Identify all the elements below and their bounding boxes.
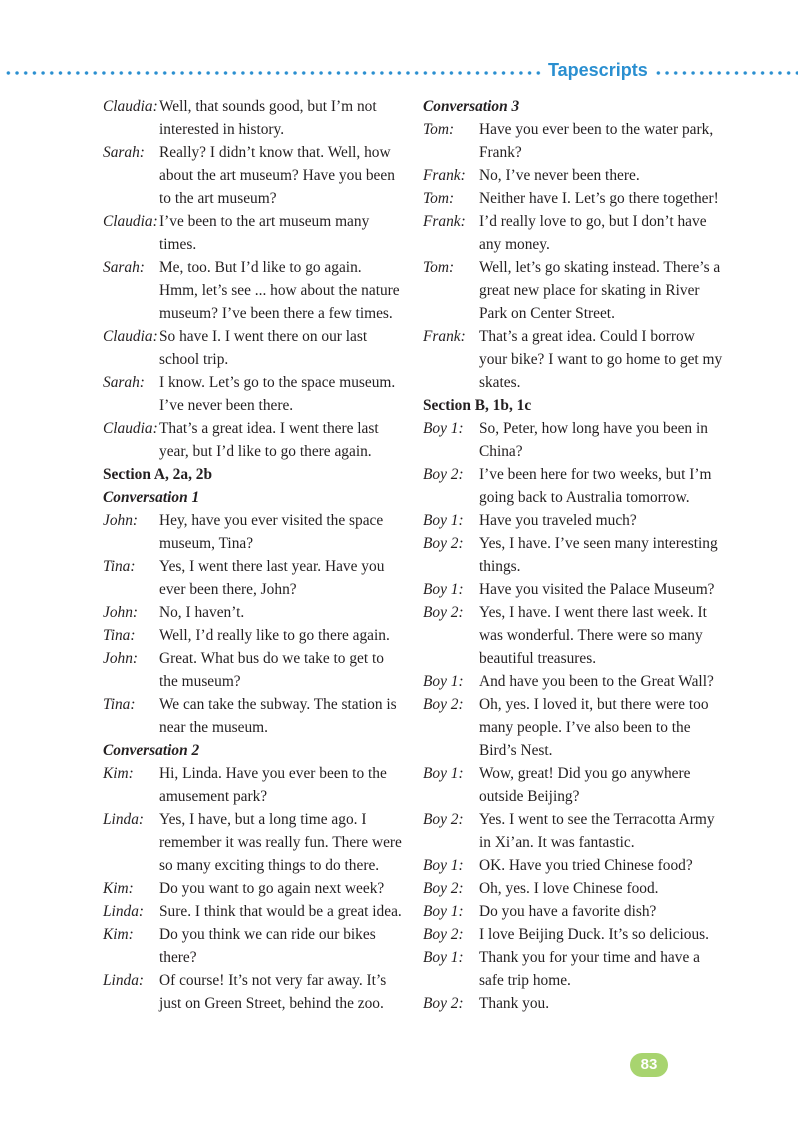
dialogue-line	[103, 969, 403, 1015]
dialogue-text: Well, I’d really like to go there again.	[159, 627, 390, 644]
dialogue-line	[103, 624, 403, 647]
dialogue-line	[423, 509, 723, 532]
speaker-name: Tina:	[103, 558, 136, 575]
speaker-name: Boy 1:	[423, 949, 464, 966]
dialogue-text: Thank you.	[479, 995, 550, 1012]
dialogue-line	[423, 900, 723, 923]
dialogue-text: No, I haven’t.	[159, 604, 245, 621]
speaker-name: Boy 2:	[423, 604, 464, 621]
dialogue-text: Hey, have you ever visited the space museum, Tina?	[159, 512, 384, 552]
speaker-name: Boy 1:	[423, 857, 464, 874]
dialogue-text: That’s a great idea. Could I borrow your bike? I want to go home to get my skates.	[479, 328, 723, 391]
dialogue-text: We can take the subway. The station is near the museum.	[159, 696, 397, 736]
conversation-heading: Conversation 2	[103, 742, 200, 759]
dialogue-text: Yes, I have. I’ve seen many interesting things.	[479, 535, 718, 575]
dialogue-text: Do you want to go again next week?	[159, 880, 385, 897]
page-number: 83	[630, 1053, 668, 1077]
speaker-name: Claudia:	[103, 98, 158, 115]
dialogue-text: Yes, I have, but a long time ago. I remember it was really fun. There were so many exciting things to do there.	[159, 811, 402, 874]
dialogue-text: Well, let’s go skating instead. There’s a great new place for skating in River Park on Center Street.	[479, 259, 721, 322]
dialogue-line	[103, 509, 403, 555]
dialogue-text: Well, that sounds good, but I’m not interested in history.	[159, 98, 377, 138]
speaker-name: Boy 2:	[423, 466, 464, 483]
dialogue-text: Sure. I think that would be a great idea.	[159, 903, 402, 920]
speaker-name: Sarah:	[103, 259, 145, 276]
speaker-name: Tom:	[423, 190, 455, 207]
speaker-name: Boy 2:	[423, 995, 464, 1012]
dialogue-text: Of course! It’s not very far away. It’s just on Green Street, behind the zoo.	[159, 972, 387, 1012]
dialogue-line	[423, 946, 723, 992]
dialogue-text: That’s a great idea. I went there last year, but I’d like to go there again.	[159, 420, 379, 460]
dialogue-text: OK. Have you tried Chinese food?	[479, 857, 693, 874]
dialogue-line	[423, 417, 723, 463]
dialogue-text: Me, too. But I’d like to go again. Hmm, let’s see ... how about the nature museum? I’ve been there a few times.	[159, 259, 400, 322]
speaker-name: Tom:	[423, 259, 455, 276]
speaker-name: Boy 1:	[423, 765, 464, 782]
speaker-name: John:	[103, 650, 139, 667]
dialogue-text: Great. What bus do we take to get to the museum?	[159, 650, 384, 690]
dialogue-line	[423, 463, 723, 509]
dialogue-text: Neither have I. Let’s go there together!	[479, 190, 719, 207]
section-heading: Section A, 2a, 2b	[103, 466, 213, 483]
speaker-name: Boy 1:	[423, 581, 464, 598]
dialogue-text: Oh, yes. I loved it, but there were too many people. I’ve also been to the Bird’s Nest.	[479, 696, 709, 759]
left-column	[103, 95, 403, 1015]
dialogue-line	[103, 601, 403, 624]
speaker-name: Boy 2:	[423, 926, 464, 943]
dialogue-text: Yes. I went to see the Terracotta Army in Xi’an. It was fantastic.	[479, 811, 715, 851]
speaker-name: Claudia:	[103, 328, 158, 345]
dialogue-line	[423, 877, 723, 900]
speaker-name: Boy 1:	[423, 420, 464, 437]
dialogue-line	[423, 325, 723, 394]
speaker-name: Boy 1:	[423, 512, 464, 529]
speaker-name: Boy 2:	[423, 535, 464, 552]
speaker-name: Tina:	[103, 696, 136, 713]
speaker-name: Boy 1:	[423, 903, 464, 920]
dialogue-line	[423, 992, 723, 1015]
speaker-name: Boy 1:	[423, 673, 464, 690]
dialogue-text: And have you been to the Great Wall?	[479, 673, 714, 690]
dialogue-line	[423, 187, 723, 210]
dialogue-line	[103, 210, 403, 256]
dialogue-text: Do you have a favorite dish?	[479, 903, 657, 920]
dialogue-line	[103, 555, 403, 601]
dialogue-line	[423, 578, 723, 601]
speaker-name: Boy 2:	[423, 811, 464, 828]
dialogue-line	[423, 670, 723, 693]
speaker-name: Claudia:	[103, 420, 158, 437]
dialogue-text: Have you ever been to the water park, Frank?	[479, 121, 714, 161]
dialogue-text: I know. Let’s go to the space museum. I’ve never been there.	[159, 374, 396, 414]
dialogue-line	[103, 417, 403, 463]
dialogue-line	[103, 808, 403, 877]
speaker-name: Sarah:	[103, 374, 145, 391]
speaker-name: Boy 2:	[423, 880, 464, 897]
dialogue-text: Hi, Linda. Have you ever been to the amusement park?	[159, 765, 387, 805]
dialogue-line	[103, 762, 403, 808]
dialogue-text: No, I’ve never been there.	[479, 167, 640, 184]
dialogue-text: I’ve been to the art museum many times.	[159, 213, 370, 253]
dialogue-line	[423, 256, 723, 325]
dialogue-text: Thank you for your time and have a safe trip home.	[479, 949, 700, 989]
dialogue-line	[423, 854, 723, 877]
header-dots-left	[4, 71, 542, 75]
speaker-name: John:	[103, 604, 139, 621]
dialogue-line	[103, 256, 403, 325]
dialogue-text: Have you traveled much?	[479, 512, 637, 529]
speaker-name: Kim:	[103, 765, 134, 782]
dialogue-line	[103, 95, 403, 141]
dialogue-line	[423, 693, 723, 762]
dialogue-text: I’d really love to go, but I don’t have any money.	[479, 213, 707, 253]
section-heading: Section B, 1b, 1c	[423, 397, 532, 414]
dialogue-text: Really? I didn’t know that. Well, how about the art museum? Have you been to the art museum?	[159, 144, 395, 207]
dialogue-line	[103, 325, 403, 371]
speaker-name: Claudia:	[103, 213, 158, 230]
dialogue-line	[423, 762, 723, 808]
speaker-name: Kim:	[103, 926, 134, 943]
speaker-name: Frank:	[423, 328, 466, 345]
dialogue-line	[103, 371, 403, 417]
dialogue-line	[423, 210, 723, 256]
dialogue-line	[423, 808, 723, 854]
dialogue-text: So, Peter, how long have you been in China?	[479, 420, 708, 460]
dialogue-text: I’ve been here for two weeks, but I’m going back to Australia tomorrow.	[479, 466, 712, 506]
speaker-name: Linda:	[103, 972, 145, 989]
dialogue-line	[103, 923, 403, 969]
dialogue-text: Oh, yes. I love Chinese food.	[479, 880, 659, 897]
dialogue-line	[103, 647, 403, 693]
speaker-name: John:	[103, 512, 139, 529]
header-dots-right	[654, 71, 798, 75]
dialogue-text: Yes, I went there last year. Have you ever been there, John?	[159, 558, 385, 598]
speaker-name: Linda:	[103, 903, 145, 920]
speaker-name: Linda:	[103, 811, 145, 828]
speaker-name: Frank:	[423, 213, 466, 230]
dialogue-text: Have you visited the Palace Museum?	[479, 581, 715, 598]
dialogue-line	[103, 693, 403, 739]
speaker-name: Tina:	[103, 627, 136, 644]
speaker-name: Boy 2:	[423, 696, 464, 713]
dialogue-line	[103, 141, 403, 210]
speaker-name: Frank:	[423, 167, 466, 184]
right-column	[423, 95, 723, 1015]
dialogue-text: So have I. I went there on our last school trip.	[159, 328, 368, 368]
speaker-name: Sarah:	[103, 144, 145, 161]
conversation-heading: Conversation 3	[423, 98, 520, 115]
dialogue-line	[423, 164, 723, 187]
header-title: Tapescripts	[548, 60, 648, 80]
dialogue-text: Do you think we can ride our bikes there?	[159, 926, 376, 966]
dialogue-line	[103, 877, 403, 900]
dialogue-line	[423, 532, 723, 578]
dialogue-text: Wow, great! Did you go anywhere outside Beijing?	[479, 765, 691, 805]
dialogue-line	[423, 923, 723, 946]
page-header	[0, 58, 800, 86]
dialogue-text: Yes, I have. I went there last week. It was wonderful. There were so many beautiful treasures.	[479, 604, 707, 667]
dialogue-line	[103, 900, 403, 923]
speaker-name: Tom:	[423, 121, 455, 138]
dialogue-text: I love Beijing Duck. It’s so delicious.	[479, 926, 709, 943]
dialogue-line	[423, 601, 723, 670]
conversation-heading: Conversation 1	[103, 489, 200, 506]
dialogue-line	[423, 118, 723, 164]
speaker-name: Kim:	[103, 880, 134, 897]
